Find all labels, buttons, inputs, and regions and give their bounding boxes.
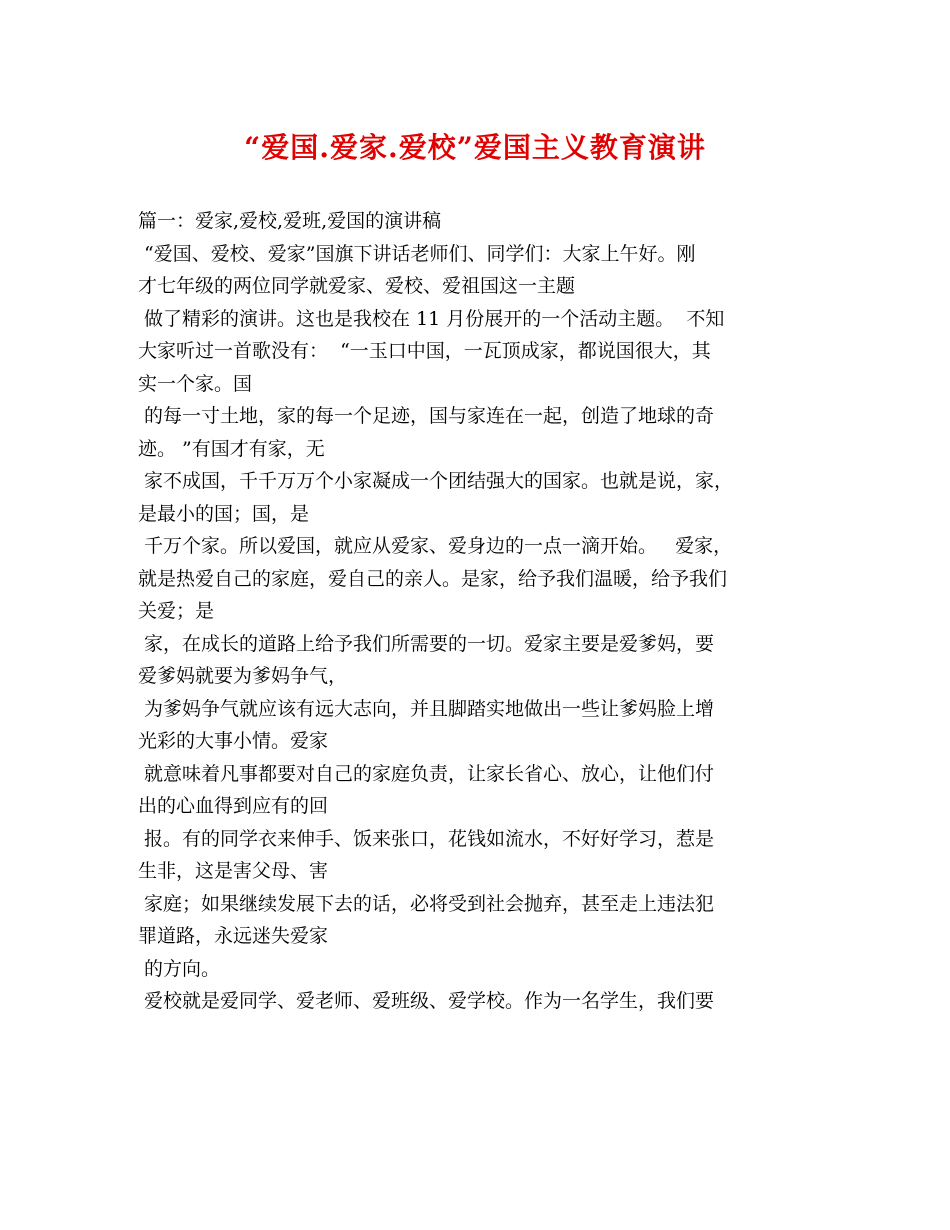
text-line: 家庭；如果继续发展下去的话，必将受到社会抛弃，甚至走上违法犯 bbox=[138, 892, 715, 915]
text-line: 做了精彩的演讲。这也是我校在 11 月份展开的一个活动主题。 不知 bbox=[138, 307, 725, 330]
text-line: 实一个家。国 bbox=[138, 372, 253, 395]
text-line: 爱爹妈就要为爹妈争气， bbox=[138, 665, 348, 687]
text-line: 报。有的同学衣来伸手、饭来张口，花钱如流水，不好好学习，惹是 bbox=[138, 827, 715, 850]
text-line: 就意味着凡事都要对自己的家庭负责，让家长省心、放心，让他们付 bbox=[138, 762, 715, 785]
document-body bbox=[138, 205, 818, 1018]
text-line: 是最小的国；国，是 bbox=[138, 502, 310, 525]
text-line: 为爹妈争气就应该有远大志向，并且脚踏实地做出一些让爹妈脸上增 bbox=[138, 697, 715, 720]
text-line: 的方向。 bbox=[138, 957, 221, 980]
text-line: 光彩的大事小情。爱家 bbox=[138, 730, 329, 752]
text-line: 迹。 ”有国才有家，无 bbox=[138, 437, 325, 460]
text-line: 千万个家。所以爱国，就应从爱家、爱身边的一点一滴开始。 爱家， bbox=[138, 535, 733, 557]
text-line: 的每一寸土地，家的每一个足迹，国与家连在一起，创造了地球的奇 bbox=[138, 405, 715, 427]
text-line: 家，在成长的道路上给予我们所需要的一切。爱家主要是爱爹妈，要 bbox=[138, 632, 715, 655]
document-title: “爱国.爱家.爱校”爱国主义教育演讲 bbox=[244, 131, 706, 164]
text-line: 出的心血得到应有的回 bbox=[138, 795, 329, 817]
text-line: 关爱；是 bbox=[138, 600, 215, 622]
text-line: 爱校就是爱同学、爱老师、爱班级、爱学校。作为一名学生，我们要 bbox=[138, 990, 715, 1012]
text-line: 才七年级的两位同学就爱家、爱校、爱祖国这一主题 bbox=[138, 275, 576, 297]
text-line: “爱国、爱校、爱家”国旗下讲话老师们、同学们：大家上午好。刚 bbox=[138, 242, 696, 265]
text-line: 大家听过一首歌没有： “一玉口中国，一瓦顶成家，都说国很大，其 bbox=[138, 340, 711, 362]
text-line: 篇一：爱家,爱校,爱班,爱国的演讲稿 bbox=[138, 210, 442, 232]
text-line: 生非，这是害父母、害 bbox=[138, 860, 329, 882]
text-line: 家不成国，千千万万个小家凝成一个团结强大的国家。也就是说，家， bbox=[138, 470, 734, 492]
text-line: 罪道路，永远迷失爱家 bbox=[138, 925, 329, 947]
text-line: 就是热爱自己的家庭，爱自己的亲人。是家，给予我们温暖，给予我们 bbox=[138, 567, 728, 590]
